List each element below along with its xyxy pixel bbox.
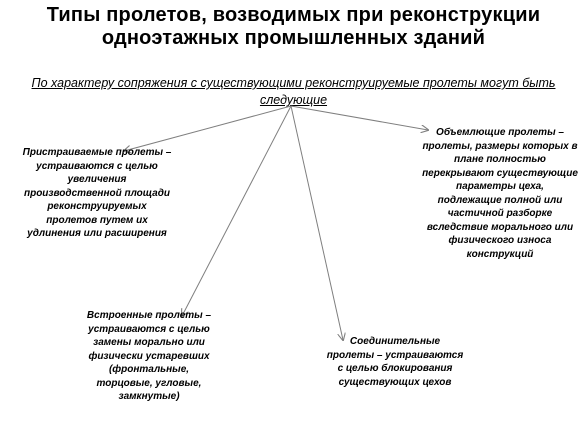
- node-attached-spans: Пристраиваемые пролеты – устраиваются с целью увеличения производственной площади реконструируемых пролетов путем их удлинения или расширения: [22, 147, 172, 239]
- node-enclosing-spans: Объемлющие пролеты – пролеты, размеры которых в плане полностью перекрывают существующие параметры цеха, подлежащие полной или частичной разборке вследствие морального или физического износа конструкций: [422, 127, 578, 260]
- arrow-to-connecting: [291, 106, 343, 340]
- diagram-subtitle: По характеру сопряжения с существующими реконструируемые пролеты могут быть следующие: [31, 76, 556, 107]
- page-title: Типы пролетов, возводимых при реконструкции одноэтажных промышленных зданий: [46, 4, 541, 49]
- arrow-to-built-in: [182, 106, 291, 316]
- arrow-to-enclosing: [291, 106, 428, 130]
- node-built-in-spans: Встроенные пролеты – устраиваются с целью замены морально или физически устаревших (фронтальные, торцовые, угловые, замкнутые): [86, 310, 212, 402]
- arrow-to-attached: [124, 106, 291, 151]
- node-connecting-spans: Соединительные пролеты – устраиваются с целью блокирования существующих цехов: [326, 336, 464, 388]
